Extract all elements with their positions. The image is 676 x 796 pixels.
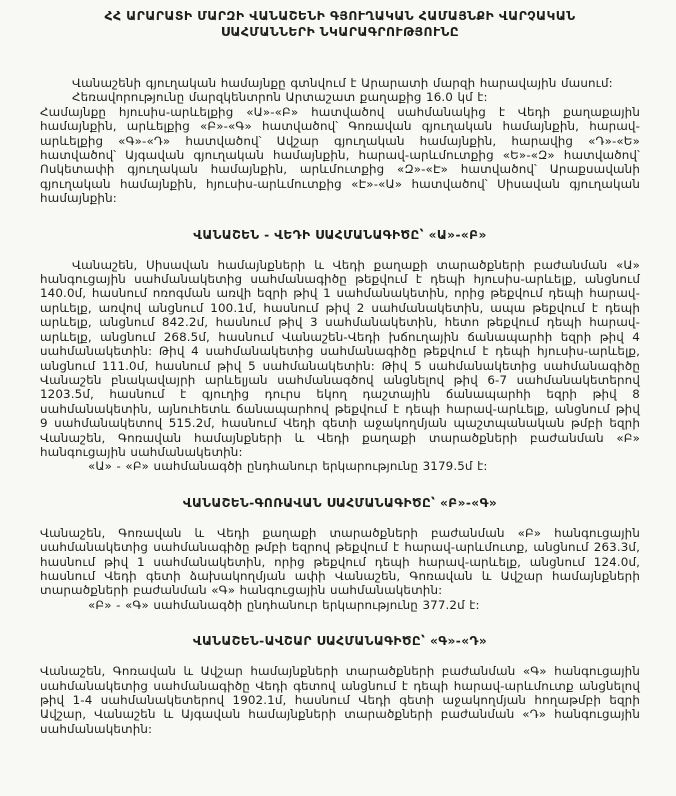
intro-paragraph-location: Վանաշենի գյուղական համայնքը գտնվում է Արարատի մարզի հարավային մասում: [72,76,613,90]
document-title-line1: ՀՀ ԱՐԱՐԱՏԻ ՄԱՐԶԻ ՎԱՆԱՇԵՆԻ ԳՅՈՒՂԱԿԱՆ ՀԱՄԱՅՆՔԻ ՎԱՐՉԱԿԱՆ [104,8,576,23]
section-body-vanashen-vedi: Վանաշեն, Սիսավան համայնքների և Վեդի քաղաքի տարածքների բաժանման «Ա» հանգուցային սահմանակետից սահմանագիծը թեքվում է դեպի հյուսիս-արևելք, անցնում 140.0մ, հասնում ոռոգման առվի եզրի թիվ 1 սահմանակետին, որից թեքվում դեպի հարավ-արևելք, առվով անցնում 100.1մ, հասնում թիվ 2 սահմանակետին, ապա թեքվում է դեպի արևելք, անցնում 842.2մ, հասնում թիվ 3 սահմանակետին, հետո թեքվում դեպի հարավ-արևելք, անցնում 268.5մ, հասնում Վանաշեն-Վեդի խճուղային ճանապարհի եզրի թիվ 4 սահմանակետին: Թիվ 4 սահմանակետից սահմանագիծը թեքվում է դեպի հյուսիս-արևելք, անցնում 111.0մ, հասնում թիվ 5 սահմանակետին: Թիվ 5 սահմանակետից սահմանագիծը Վանաշեն բնակավայրի արևելյան սահմանագծով անցնելով թիվ 6-7 սահմանակետերով 1203.5մ, հասնում է գյուղից դուրս եկող դաշտային ճանապարհի եզրի թիվ 8 սահմանակետին, այնուհետև ճանապարհով թեքվում է դեպի հարավ-արևելք, անցնում թիվ 9 սահմանակետով 515.2մ, հասնում Վեդի գետի աջակողմյան պաշտպանական թմբի եզրի Վանաշեն, Գոռավան համայնքների և Վեդի քաղաքի տարածքների բաժանման «Բ» հանգուցային սահմանակետին: [40,257,640,459]
section-summary-vanashen-vedi: «Ա» - «Բ» սահմանագծի ընդհանուր երկարությունը 3179.5մ է: [88,459,488,474]
section-heading-vanashen-vedi: ՎԱՆԱՇԵՆ - ՎԵԴԻ ՍԱՀՄԱՆԱԳԻԾԸ՝ «Ա»-«Բ» [193,227,487,242]
section-body-vanashen-avshar: Վանաշեն, Գոռավան և Ավշար համայնքների տարածքների բաժանման «Գ» հանգուցային սահմանակետից սահմանագիծը Վեդի գետով անցնում է դեպի հարավ-արևմուտք անցնելով թիվ 1-4 սահմանակետերով 1902.1մ, հասնում Վեդի գետի աջակողմյան հողաթմբի եզրի Ավշար, Վանաշեն և Այգավան համայնքների տարածքների բաժանման «Դ» հանգուցային սահմանակետին: [40,664,640,736]
intro-paragraph-distance: Հեռավորությունը մարզկենտրոն Արտաշատ քաղաքից 16.0 կմ է: [72,90,488,105]
document-title-line2: ՍԱՀՄԱՆՆԵՐԻ ՆԿԱՐԱԳՐՈՒԹՅՈՒՆԸ [220,24,460,39]
section-body-vanashen-goravan: Վանաշեն, Գոռավան և Վեդի քաղաքի տարածքների բաժանման «Բ» հանգուցային սահմանակետից սահմանագիծը թմբի եզրով թեքվում է հարավ-արևմուտք, անցնում 263.3մ, հասնում թիվ 1 սահմանակետին, որից թեքվում դեպի հարավ-արևելք, անցնում 124.0մ, հասնում Վեդի գետի ձախակողմյան ափի Վանաշեն, Գոռավան և Ավշար համայնքների տարածքների բաժանման «Գ» հանգուցային սահմանակետին: [40,525,640,598]
section-heading-vanashen-goravan: ՎԱՆԱՇԵՆ-ԳՈՌԱՎԱՆ ՍԱՀՄԱՆԱԳԻԾԸ՝ «Բ»-«Գ» [182,495,498,510]
section-heading-vanashen-avshar: ՎԱՆԱՇԵՆ-ԱՎՇԱՐ ՍԱՀՄԱՆԱԳԻԾԸ՝ «Գ»-«Դ» [192,634,488,649]
document-title [40,8,640,40]
section-summary-vanashen-goravan: «Բ» - «Գ» սահմանագծի ընդհանուր երկարությունը 377.2մ է: [88,597,480,612]
intro-paragraph-neighbors: Համայնքը հյուսիս-արևելքից «Ա»-«Բ» հատվածով սահմանակից է Վեդի քաղաքային համայնքին, արևելքից «Բ»-«Գ» հատվածով՝ Գոռավան գյուղական համայնքին, հարավ-արևելքից «Գ»-«Դ» հատվածով՝ Ավշար գյուղական համայնքին, հարավից «Դ»-«Ե» հատվածով՝ Այգավան գյուղական համայնքին, հարավ-արևմուտքից «Ե»-«Զ» հատվածով՝ Ոսկետափի գյուղական համայնքին, արևմուտքից «Զ»-«Է» հատվածով՝ Արաքսավանի գյուղական համայնքին, հյուսիս-արևմուտքից «Է»-«Ա» հատվածով՝ Սիսավան գյուղական համայնքին: [40,104,640,206]
